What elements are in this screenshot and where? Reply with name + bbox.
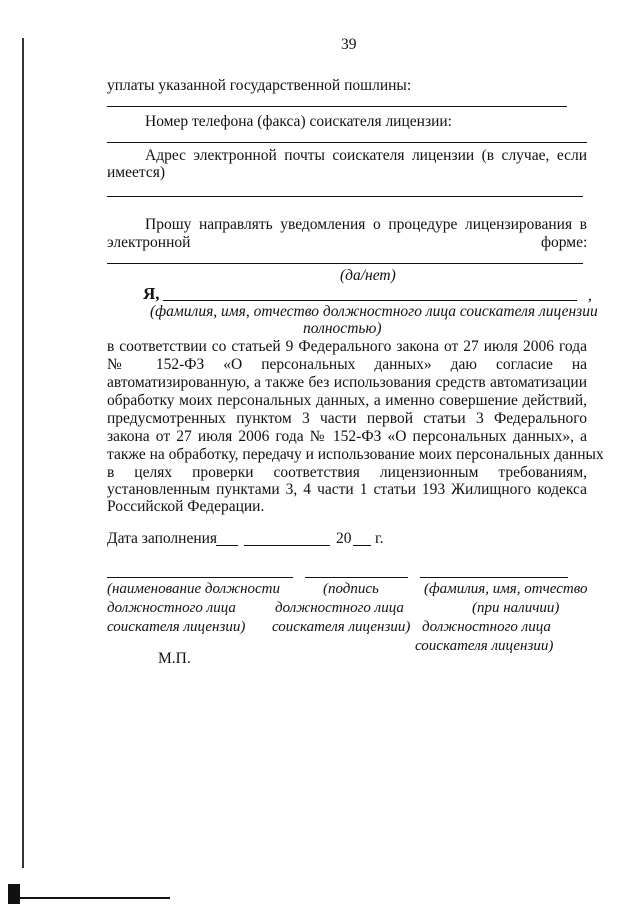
stamp-label: М.П. — [158, 650, 191, 667]
name-caption-1: (фамилия, имя, отчество — [424, 581, 588, 597]
date-year-blank — [353, 545, 371, 546]
request-line2-right: форме: — [541, 234, 588, 251]
consent-line-9: установленным пунктами 3, 4 части 1 статьи 193 Жилищного кодекса — [107, 481, 587, 498]
consent-line-2: № 152-ФЗ «О персональных данных» даю согласие на — [107, 356, 587, 373]
signature-caption-3: соискателя лицензии) — [272, 619, 411, 635]
fio-comma: , — [588, 287, 592, 304]
position-caption-3: соискателя лицензии) — [107, 619, 246, 635]
date-year-suffix: г. — [375, 530, 384, 547]
position-caption-2: должностного лица — [107, 600, 236, 616]
consent-line-1: в соответствии со статьей 9 Федерального закона от 27 июля 2006 года — [107, 338, 587, 355]
position-blank-line — [107, 577, 293, 578]
name-caption-2: (при наличии) — [472, 600, 560, 616]
scan-corner-mark — [8, 884, 20, 904]
phone-label: Номер телефона (факса) соискателя лицензии: — [145, 113, 452, 130]
position-caption-1: (наименование должности — [107, 581, 281, 597]
fio-hint-line2: полностью) — [303, 320, 382, 337]
phone-blank-line — [107, 142, 587, 143]
date-month-blank — [244, 545, 330, 546]
consent-line-7: также на обработку, передачу и использование моих персональных данных — [107, 446, 604, 463]
consent-line-4: обработку моих персональных данных, а именно совершение действий, — [107, 392, 587, 409]
ya-label: Я, — [143, 284, 160, 303]
name-caption-3: должностного лица — [422, 619, 551, 635]
consent-line-6: закона от 27 июля 2006 года № 152-ФЗ «О персональных данных», а — [107, 428, 587, 445]
request-blank-line — [107, 263, 583, 264]
yes-no-hint: (да/нет) — [340, 267, 396, 284]
signature-blank-line — [305, 577, 408, 578]
scan-bottom-line — [20, 897, 170, 899]
fee-text: уплаты указанной государственной пошлины: — [107, 77, 412, 94]
name-caption-4: соискателя лицензии) — [415, 638, 554, 654]
date-label: Дата заполнения — [107, 530, 218, 547]
consent-line-5: предусмотренных пунктом 3 части первой статьи 3 Федерального — [107, 410, 587, 427]
request-line2-left: электронной — [107, 234, 191, 251]
consent-line-3: автоматизированную, а также без использования средств автоматизации — [107, 374, 587, 391]
date-year-prefix: 20 — [336, 530, 352, 547]
signature-caption-2: должностного лица — [275, 600, 404, 616]
fio-hint-line1: (фамилия, имя, отчество должностного лица соискателя лицензии — [150, 303, 598, 320]
date-day-blank — [216, 545, 238, 546]
email-label-line2: имеется) — [107, 164, 165, 181]
consent-line-8: в целях проверки соответствия лицензионным требованиям, — [107, 464, 587, 481]
name-blank-line — [420, 577, 568, 578]
request-line1: Прошу направлять уведомления о процедуре лицензирования в — [145, 216, 587, 233]
fio-blank-line — [163, 300, 577, 301]
fee-blank-line — [107, 106, 567, 107]
email-blank-line — [107, 196, 583, 197]
page-number: 39 — [341, 36, 357, 53]
email-label-line1: Адрес электронной почты соискателя лицензии (в случае, если — [145, 147, 587, 164]
signature-caption-1: (подпись — [323, 581, 379, 597]
scan-margin-line — [22, 38, 24, 868]
consent-line-10: Российской Федерации. — [107, 498, 265, 515]
